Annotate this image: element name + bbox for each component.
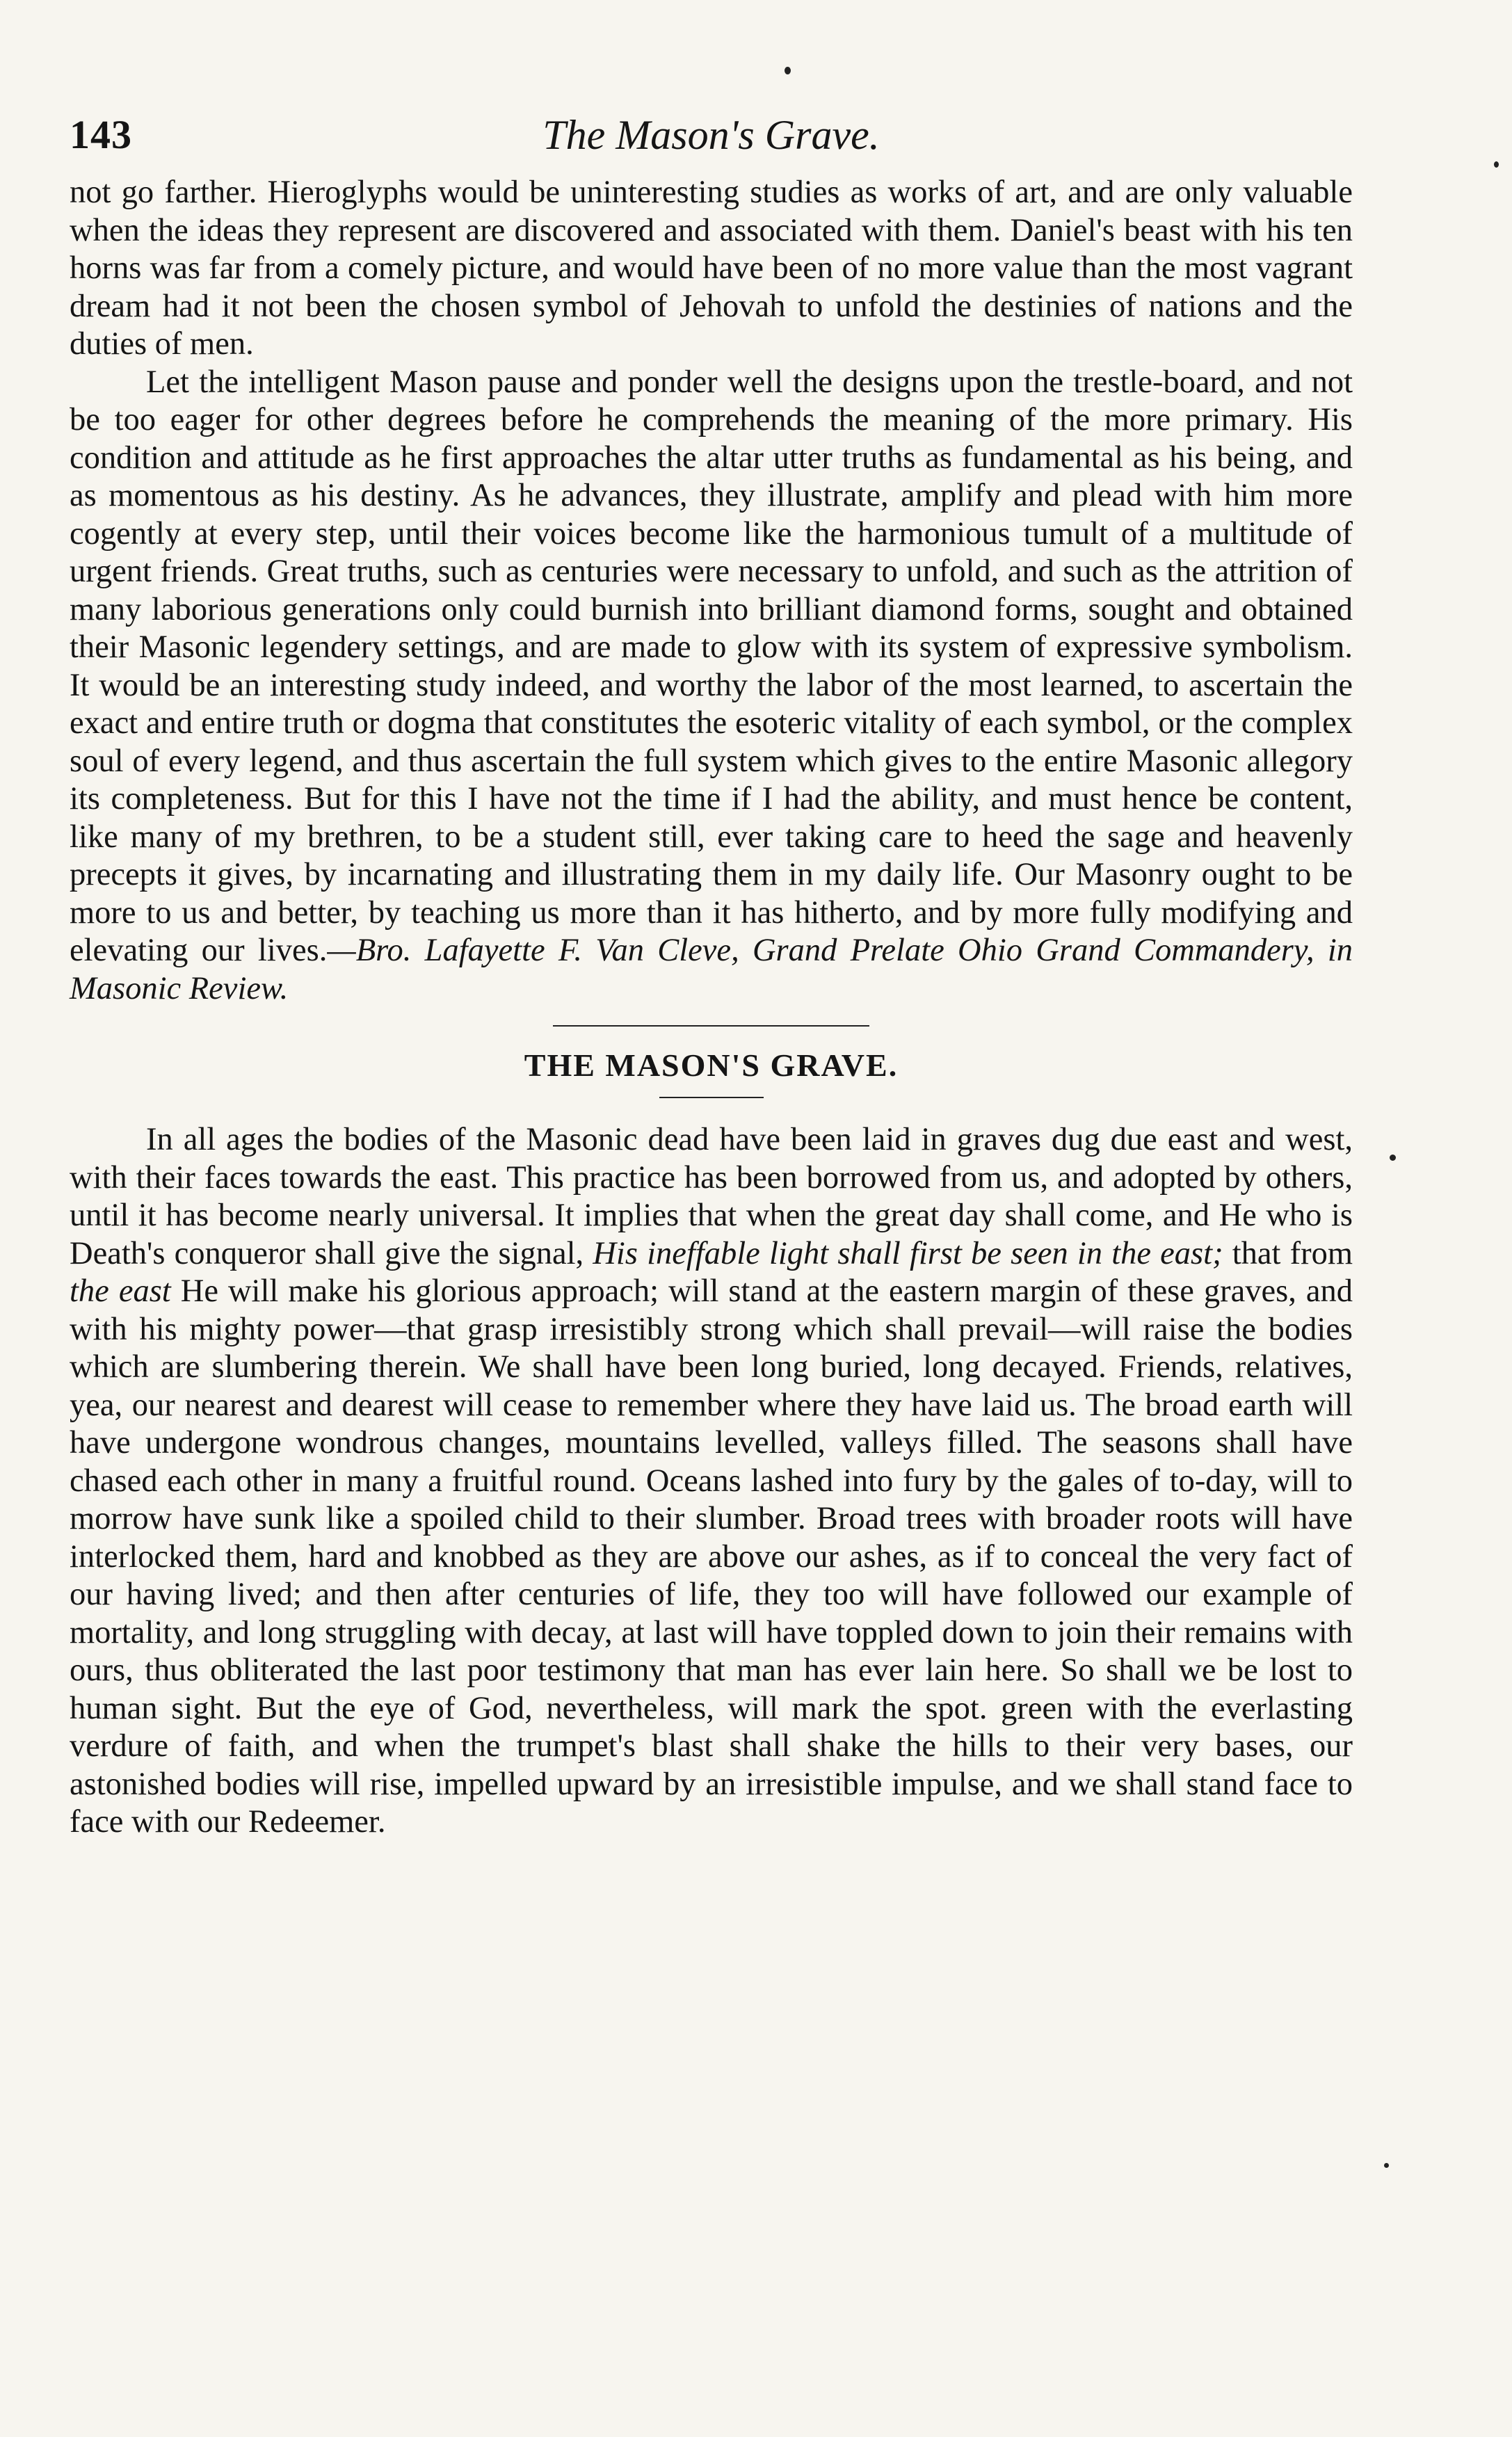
section-title: THE MASON'S GRAVE. xyxy=(524,1047,899,1083)
section-divider xyxy=(70,1008,1353,1038)
title-underline xyxy=(70,1089,1353,1102)
paragraph-text: In all ages the bodies of the Masonic dead have been laid in graves dug due east and west, with their faces towards the east. This practice has been borrowed from us, and adopted by others, until it has become nearly universal. It implies that when the great day shall come, and He who is Death's conqueror shall give the signal, xyxy=(70,1122,1353,1271)
paragraph-text: He will make his glorious approach; will stand at the eastern margin of these graves, and with his mighty power—that grasp irresistibly strong which shall prevail—will raise the bodies which are slumbering therein. We shall have been long buried, long decayed. Friends, relatives, yea, our nearest and dearest will cease to remember where they have laid us. The broad earth will have undergone wondrous changes, mountains levelled, valleys filled. The seasons shall have chased each other in many a fruitful round. Oceans lashed into fury by the gales of to-day, will to morrow have sunk like a spoiled child to their slumber. Broad trees with broader roots will have interlocked them, hard and knobbed as they are above our ashes, as if to conceal the very fact of our having lived; and then after centuries of life, they too will have followed our example of mortality, and long struggling with decay, at last will have toppled down to join their remains with ours, thus obliterated the last poor testimony that man has ever lain here. So shall we be lost to human sight. But the eye of God, nevertheless, will mark the spot. green with the everlasting verdure of faith, and when the trumpet's blast shall shake the hills to their very bases, our astonished bodies will rise, impelled upward by an irresistible impulse, and we shall stand face to face with our Redeemer. xyxy=(70,1273,1353,1840)
section-body xyxy=(70,1121,1353,1842)
ink-speck xyxy=(1390,1155,1396,1161)
paragraph xyxy=(70,364,1353,1008)
page-header xyxy=(70,111,1353,174)
article-continuation xyxy=(70,174,1353,1008)
divider-rule xyxy=(553,1025,869,1027)
paragraph-text: that from xyxy=(1223,1235,1353,1271)
emphasis-text: His ineffable light shall first be seen in the east; xyxy=(593,1235,1223,1271)
paragraph xyxy=(70,1121,1353,1842)
paragraph-text: Let the intelligent Mason pause and ponder well the designs upon the trestle-board, and not be too eager for other degrees before he comprehends the meaning of the more primary. His condition and attitude as he first approaches the altar utter truths as fundamental as his being, and as momentous as his destiny. As he advances, they illustrate, amplify and plead with him more cogently at every step, until their voices become like the harmonious tumult of a multitude of urgent friends. Great truths, such as centuries were necessary to unfold, and such as the attrition of many laborious generations only could burnish into brilliant diamond forms, sought and obtained their Masonic legendery settings, and are made to glow with its system of expressive symbolism. It would be an interesting study indeed, and worthy the labor of the most learned, to ascertain the exact and entire truth or dogma that constitutes the esoteric vitality of each symbol, or the complex soul of every legend, and thus ascertain the full system which gives to the entire Masonic allegory its completeness. But for this I have not the time if I had the ability, and must hence be content, like many of my brethren, to be a student still, ever taking care to heed the sage and heavenly precepts it gives, by incarnating and illustrating them in my daily life. Our Masonry ought to be more to us and better, by teaching us more than it has hitherto, and by more fully modifying and elevating our lives. xyxy=(70,364,1353,968)
page-number: 143 xyxy=(70,112,132,157)
book-page xyxy=(70,111,1353,1842)
ink-speck xyxy=(1384,2163,1389,2168)
running-title: The Mason's Grave. xyxy=(542,112,880,158)
underline-rule xyxy=(659,1097,764,1098)
ink-speck xyxy=(1494,161,1499,168)
ink-speck xyxy=(785,67,791,74)
attribution: —Bro. Lafayette F. Van Cleve, Grand Prelate Ohio Grand Commandery, in Masonic Review. xyxy=(70,933,1353,1006)
paragraph: not go farther. Hieroglyphs would be uninteresting studies as works of art, and are only valuable when the ideas they represent are discovered and associated with them. Daniel's beast with his ten horns was far from a comely picture, and would have been of no more value than the most vagrant dream had it not been the chosen symbol of Jehovah to unfold the destinies of nations and the duties of men. xyxy=(70,175,1353,362)
emphasis-text: the east xyxy=(70,1273,171,1309)
